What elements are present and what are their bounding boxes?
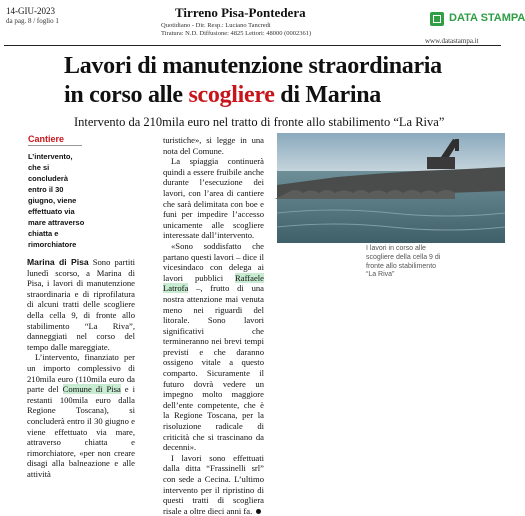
dateline: Marina di Pisa [27,257,89,267]
paragraph [163,241,264,453]
article-column-1 [27,257,135,479]
article-photo [277,133,505,243]
newspaper-circulation: Tiratura: N.D. Diffusione: 4825 Lettori: 48000 (0002361) [161,30,312,37]
summary-divider [28,145,82,146]
logo-text: DATA STAMPA [449,12,525,24]
headline-line-1: Lavori di manutenzione straordinaria [64,53,442,79]
header-divider [4,45,501,46]
photo-caption: I lavori in corso alle scogliere della cella 9 di fronte allo stabilimento “La Riva” [366,245,441,279]
photo-illustration [277,133,505,243]
paragraph-text: Sono partiti lunedì scorso, a Marina di Pisa, i lavori di manutenzione straordinaria e di riprofilatura di alcuni tratti delle scogliere della cella 9, di fronte allo stabilimento “La Riva”, danneggiati nel corso del tempo dalle mareggiate. [27,257,135,352]
subtitle-part: La Riva [398,115,439,129]
section-label: Cantiere [28,134,65,144]
paragraph [163,453,264,516]
paragraph-text: I lavori sono effettuati dalla ditta “Frassinelli srl” con sede a Cecina. L’ultimo intervento per il ripristino di questi tratti di scogliera risale a oltre dieci anni fa. [163,452,264,516]
paragraph-text: e i restanti 100mila euro dalla Regione Toscana), si concluderà entro il 30 giugno e viene effettuato via mare, attraverso chiatta e rimorchiatore, «per non creare disagi alla balneazione e alle attività [27,384,135,479]
headline-part: di Marina [274,82,381,108]
newspaper-director: Quotidiano - Dir. Resp.: Luciano Tancredi [161,22,271,29]
subtitle-part: ” [438,115,445,129]
paragraph-text: «Sono soddisfatto che partano questi lavori – dice il vicesindaco con delega ai lavori pubblici [163,240,264,283]
paragraph [27,257,135,352]
subtitle-part: Intervento da 210mila euro nel tratto di fronte allo stabilimento “ [74,115,399,129]
paragraph: turistiche», si legge in una nota del Comune. [163,135,264,156]
highlighted-entity: Comune di Pisa [62,384,121,395]
article-column-2 [163,135,264,516]
headline-part: in corso alle [64,82,189,108]
data-stampa-logo [430,11,525,33]
paragraph-text: L’intervento, finanziato per un importo complessivo di 210mila euro (110mila euro da parte del [27,352,135,395]
subtitle [74,115,444,130]
newspaper-name: Tirreno Pisa-Pontedera [175,5,306,20]
headline-line-2 [64,81,442,110]
website-url: www.datastampa.it [425,37,479,45]
page-info: da pag. 8 / foglio 1 [6,17,59,25]
headline [64,52,442,110]
paragraph [27,352,135,479]
paragraph: La spiaggia continuerà quindi a essere fruibile anche durante l’esecuzione dei lavori, con l’area di cantiere che sarà delimitata con boe e funi per impedire l’accesso unicamente alle scogliere interessate dall’intervento. [163,156,264,241]
logo-icon [430,12,444,26]
end-mark-icon [256,509,261,514]
publication-date: 14-GIU-2023 [6,6,55,16]
summary-box: L’intervento, che si concluderà entro il 30 giugno, viene effettuato via mare attraverso chiatta e rimorchiatore [28,152,85,249]
paragraph-text: –, frutto di una nostra attenzione mai venuta meno nei riguardi del litorale. Sono lavori significativi che termineranno nei brevi tempi previsti e che daranno ossigeno vitale a questo comparto. Sicuramente il futuro dovrà vedere un impegno molto maggiore dell’ente competente, che è la Regione Toscana, per la risoluzione radicale di criticità che si trascinano da decenni». [163,283,264,453]
headline-keyword: scogliere [188,82,275,108]
highlighted-entity: Raffaele Latrofa [163,272,264,294]
